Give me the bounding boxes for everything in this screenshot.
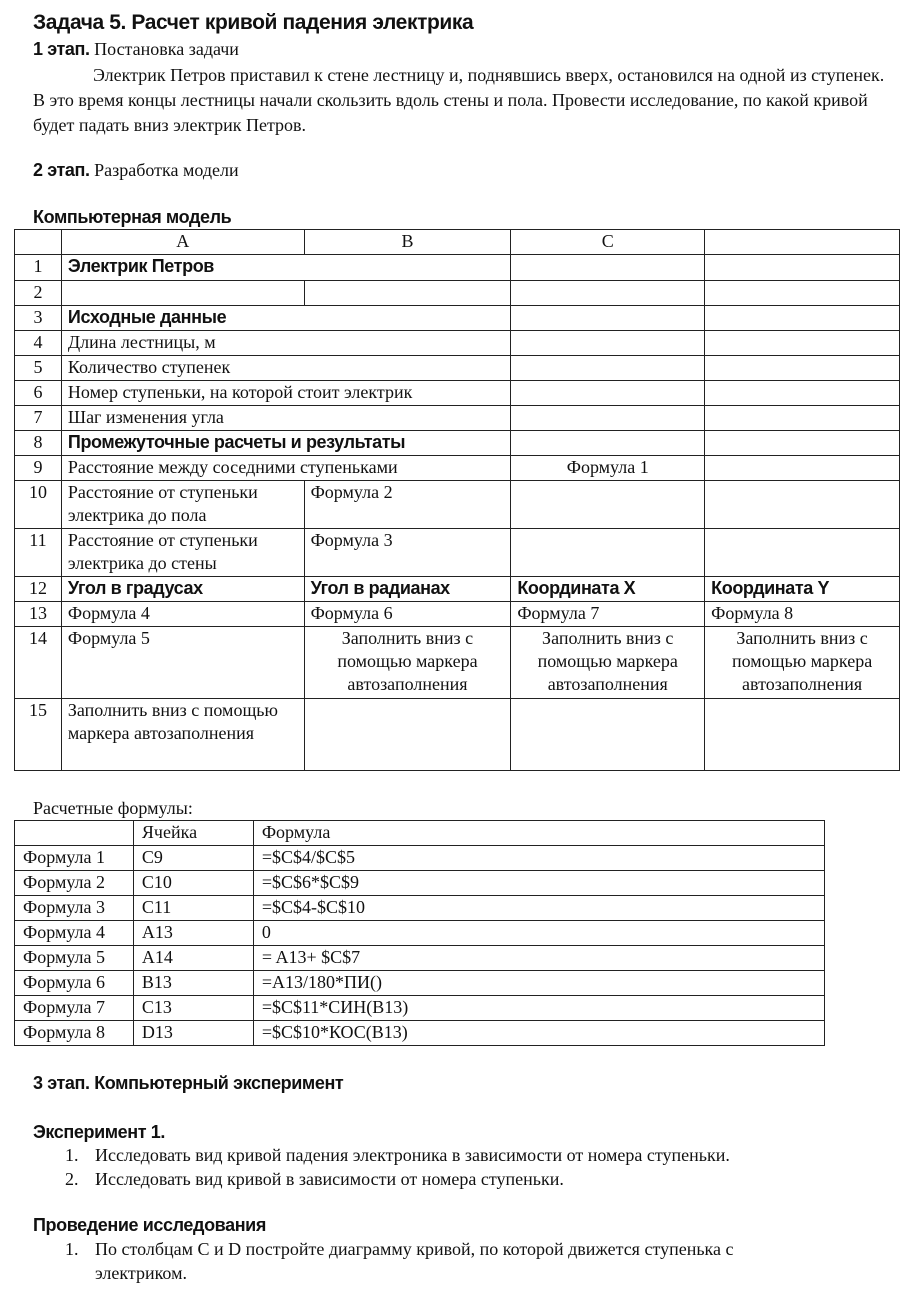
stage2-label: 2 этап.: [33, 160, 90, 180]
table-row: [15, 996, 825, 1021]
formula-expression: =$C$10*КОС(B13): [253, 1021, 824, 1046]
cell-a: Расстояние от ступеньки электрика до стены: [61, 529, 304, 577]
cell-a: Промежуточные расчеты и результаты: [61, 431, 510, 456]
row-number: 9: [15, 456, 62, 481]
formula-expression: =A13/180*ПИ(): [253, 971, 824, 996]
formula-name: Формула 8: [15, 1021, 134, 1046]
table-row: [15, 356, 900, 381]
formula-cell: C11: [133, 896, 253, 921]
problem-statement: [33, 63, 895, 138]
table-row: [15, 1021, 825, 1046]
formula-expression: =$C$4-$C$10: [253, 896, 824, 921]
cell-b: Формула 3: [304, 529, 511, 577]
table-row: [15, 602, 900, 627]
row-number: 8: [15, 431, 62, 456]
table-row: [15, 281, 900, 306]
row-number: 2: [15, 281, 62, 306]
formula-name: Формула 2: [15, 871, 134, 896]
cell-b: Формула 2: [304, 481, 511, 529]
row-number: 5: [15, 356, 62, 381]
row-number: 4: [15, 331, 62, 356]
problem-text: Электрик Петров приставил к стене лестницу и, поднявшись вверх, остановился на одной из ступенек. В это время концы лестницы начали скользить вдоль стены и пола. Провести исследование, по какой кривой будет падать вниз электрик Петров.: [33, 65, 885, 135]
list-text-continued: электриком.: [95, 1263, 187, 1283]
cell-a: Расстояние между соседними ступеньками: [61, 456, 510, 481]
formula-cell: A14: [133, 946, 253, 971]
research-heading: Проведение исследования: [33, 1215, 266, 1235]
list-text: Исследовать вид кривой падения электроника в зависимости от номера ступеньки.: [95, 1145, 730, 1165]
cell-c: Координата X: [511, 577, 705, 602]
computer-model-heading: Компьютерная модель: [33, 207, 232, 227]
row-number: 13: [15, 602, 62, 627]
stage2-text: Разработка модели: [94, 160, 239, 180]
table-row: [15, 946, 825, 971]
row-number: 14: [15, 627, 62, 699]
experiment-list: [33, 1143, 903, 1191]
formula-expression: = A13+ $C$7: [253, 946, 824, 971]
formula-expression: =$C$4/$C$5: [253, 846, 824, 871]
experiment-heading: Эксперимент 1.: [33, 1122, 165, 1142]
cell-d: Координата Y: [705, 577, 900, 602]
list-item: [33, 1167, 903, 1191]
table-row: [15, 699, 900, 771]
header-cell: C: [511, 230, 705, 255]
formula-name: Формула 3: [15, 896, 134, 921]
list-number: 1.: [65, 1239, 79, 1259]
formula-name: Формула 5: [15, 946, 134, 971]
list-item: [33, 1237, 903, 1285]
formula-name: Формула 6: [15, 971, 134, 996]
stage3-heading: 3 этап. Компьютерный эксперимент: [33, 1073, 344, 1093]
table-row: [15, 481, 900, 529]
cell-c: Заполнить вниз с помощью маркера автозаполнения: [511, 627, 705, 699]
formula-name: Формула 7: [15, 996, 134, 1021]
row-number: 11: [15, 529, 62, 577]
table-row: [15, 331, 900, 356]
table-row: [15, 971, 825, 996]
table-row: [15, 627, 900, 699]
header-cell: [15, 230, 62, 255]
table-row: [15, 255, 900, 281]
cell-d: Формула 8: [705, 602, 900, 627]
formula-cell: C13: [133, 996, 253, 1021]
formula-cell: C10: [133, 871, 253, 896]
formulas-table: [14, 820, 825, 1046]
formulas-heading: Расчетные формулы:: [33, 798, 193, 818]
cell-a: Угол в градусах: [61, 577, 304, 602]
table-row: [15, 306, 900, 331]
row-number: 3: [15, 306, 62, 331]
table-row: [15, 871, 825, 896]
model-table: [14, 229, 900, 771]
table-row: [15, 456, 900, 481]
list-number: 1.: [65, 1145, 79, 1165]
page-title: Задача 5. Расчет кривой падения электрика: [33, 11, 474, 34]
stage1-label: 1 этап.: [33, 39, 90, 59]
cell-b: Формула 6: [304, 602, 511, 627]
table-header-row: [15, 821, 825, 846]
cell-a: Длина лестницы, м: [61, 331, 510, 356]
list-text: Исследовать вид кривой в зависимости от номера ступеньки.: [95, 1169, 564, 1189]
header-cell: B: [304, 230, 511, 255]
formula-expression: =$C$11*СИН(B13): [253, 996, 824, 1021]
header-cell: [15, 821, 134, 846]
cell-a: Исходные данные: [61, 306, 510, 331]
header-cell: [705, 230, 900, 255]
cell-a: Шаг изменения угла: [61, 406, 510, 431]
row-number: 6: [15, 381, 62, 406]
table-row: [15, 846, 825, 871]
table-header-row: [15, 230, 900, 255]
research-list: [33, 1237, 903, 1285]
cell-a: Количество ступенек: [61, 356, 510, 381]
row-number: 12: [15, 577, 62, 602]
cell-c: Формула 1: [511, 456, 705, 481]
cell-b: Угол в радианах: [304, 577, 511, 602]
formula-cell: D13: [133, 1021, 253, 1046]
row-number: 15: [15, 699, 62, 771]
stage1-text: Постановка задачи: [94, 39, 239, 59]
cell-d: Заполнить вниз с помощью маркера автозаполнения: [705, 627, 900, 699]
formula-cell: B13: [133, 971, 253, 996]
list-number: 2.: [65, 1169, 79, 1189]
table-row: [15, 529, 900, 577]
cell-a: Формула 5: [61, 627, 304, 699]
table-row: [15, 406, 900, 431]
formula-cell: C9: [133, 846, 253, 871]
cell-c: Формула 7: [511, 602, 705, 627]
table-row: [15, 381, 900, 406]
cell-a: [61, 281, 304, 306]
row-number: 10: [15, 481, 62, 529]
row-number: 7: [15, 406, 62, 431]
stage2-line: [33, 158, 239, 182]
header-cell: Ячейка: [133, 821, 253, 846]
formula-cell: A13: [133, 921, 253, 946]
table-row: [15, 921, 825, 946]
header-cell: Формула: [253, 821, 824, 846]
formula-expression: =$C$6*$C$9: [253, 871, 824, 896]
cell-a: Формула 4: [61, 602, 304, 627]
cell-b: Заполнить вниз с помощью маркера автозаполнения: [304, 627, 511, 699]
cell-a: Заполнить вниз с помощью маркера автозаполнения: [61, 699, 304, 771]
cell-a: Электрик Петров: [61, 255, 510, 281]
table-row: [15, 896, 825, 921]
table-row: [15, 431, 900, 456]
formula-name: Формула 4: [15, 921, 134, 946]
list-text: По столбцам С и D постройте диаграмму кривой, по которой движется ступенька с: [95, 1239, 734, 1259]
formula-name: Формула 1: [15, 846, 134, 871]
formula-expression: 0: [253, 921, 824, 946]
header-cell: A: [61, 230, 304, 255]
table-row: [15, 577, 900, 602]
cell-a: Расстояние от ступеньки электрика до пола: [61, 481, 304, 529]
list-item: [33, 1143, 903, 1167]
row-number: 1: [15, 255, 62, 281]
stage1-line: [33, 37, 239, 61]
cell-a: Номер ступеньки, на которой стоит электрик: [61, 381, 510, 406]
